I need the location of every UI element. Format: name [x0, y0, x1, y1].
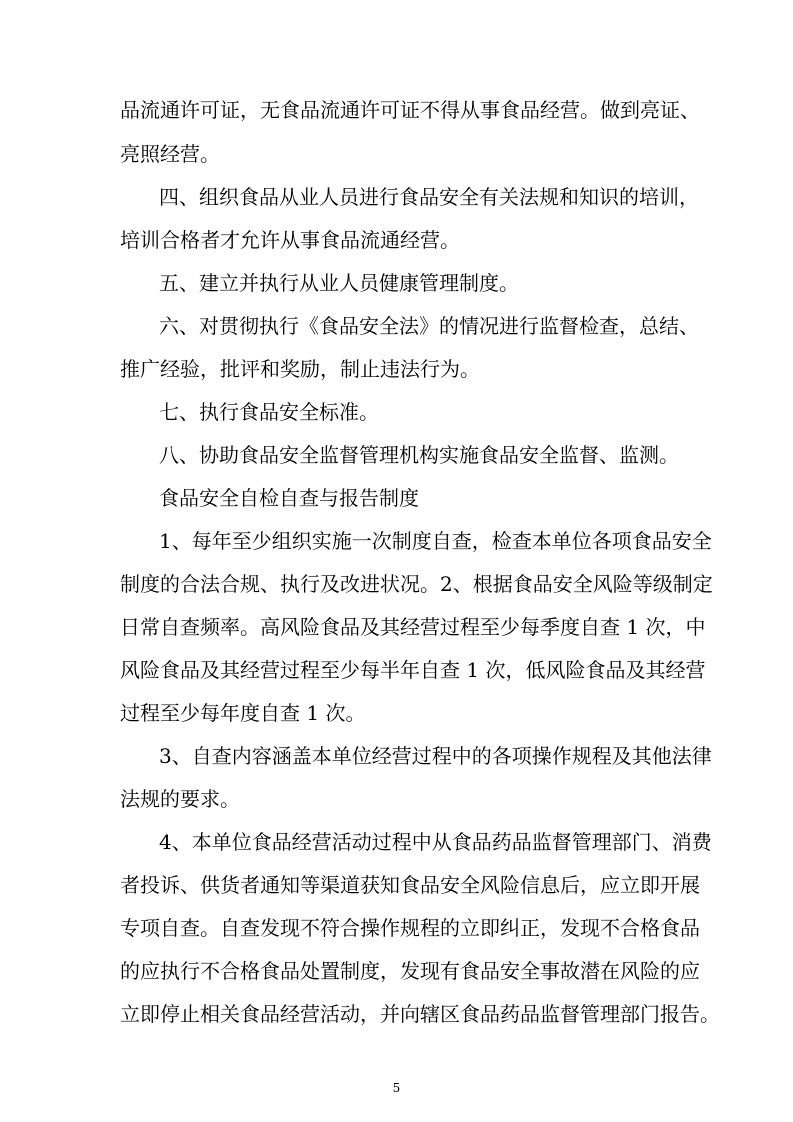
text-line: 风险食品及其经营过程至少每半年自查 1 次，低风险食品及其经营 — [120, 658, 706, 682]
text-line: 4、本单位食品经营活动过程中从食品药品监督管理部门、消费 — [159, 830, 712, 854]
text-line: 六、对贯彻执行《食品安全法》的情况进行监督检查，总结、 — [159, 314, 699, 338]
text-line: 专项自查。自查发现不符合操作规程的立即纠正，发现不合格食品 — [120, 916, 700, 940]
page-number: 5 — [392, 1081, 401, 1095]
text-line: 培训合格者才允许从事食品流通经营。 — [120, 228, 460, 252]
text-line: 制度的合法合规、执行及改进状况。2、根据食品安全风险等级制定 — [120, 572, 713, 596]
text-line: 法规的要求。 — [120, 787, 240, 811]
text-line: 的应执行不合格食品处置制度，发现有食品安全事故潜在风险的应 — [120, 959, 700, 983]
text-line: 立即停止相关食品经营活动，并向辖区食品药品监督管理部门报告。 — [120, 1002, 720, 1026]
text-line: 八、协助食品安全监督管理机构实施食品安全监督、监测。 — [159, 443, 679, 467]
text-line: 四、组织食品从业人员进行食品安全有关法规和知识的培训， — [159, 185, 699, 209]
text-line: 日常自查频率。高风险食品及其经营过程至少每季度自查 1 次，中 — [120, 615, 706, 639]
text-line: 3、自查内容涵盖本单位经营过程中的各项操作规程及其他法律 — [159, 744, 712, 768]
text-line: 品流通许可证，无食品流通许可证不得从事食品经营。做到亮证、 — [120, 98, 700, 122]
text-line: 亮照经营。 — [120, 142, 220, 166]
section-title: 食品安全自检自查与报告制度 — [159, 486, 419, 510]
text-line: 者投诉、供货者通知等渠道获知食品安全风险信息后，应立即开展 — [120, 873, 700, 897]
text-line: 七、执行食品安全标准。 — [159, 400, 379, 424]
text-line: 推广经验，批评和奖励，制止违法行为。 — [120, 357, 480, 381]
text-line: 1、每年至少组织实施一次制度自查，检查本单位各项食品安全 — [159, 529, 712, 553]
text-line: 过程至少每年度自查 1 次。 — [120, 701, 366, 725]
text-line: 五、建立并执行从业人员健康管理制度。 — [159, 271, 519, 295]
